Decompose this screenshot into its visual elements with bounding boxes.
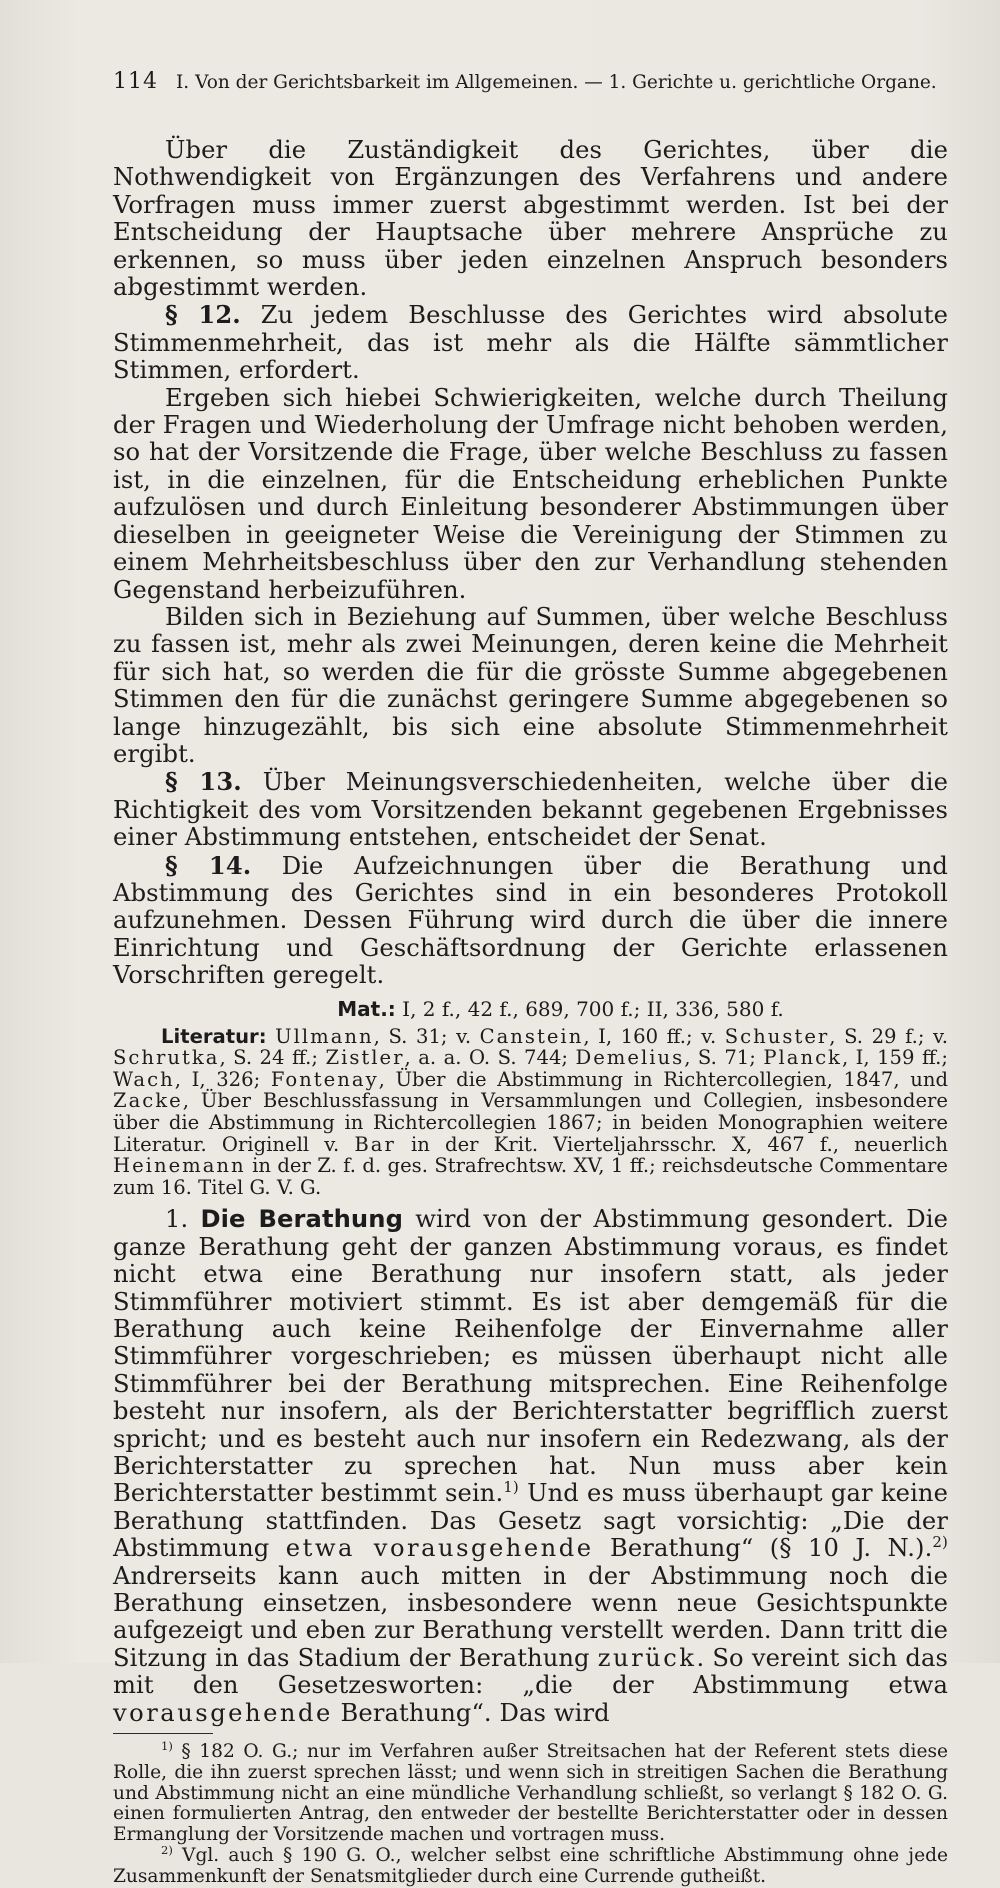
literature-text: in der Z. f. d. ges. Strafrechtsw. XV, 1 ff.; reichsdeutsche Commentare zum 16. Titel G. V. G.	[113, 1154, 948, 1199]
author-name: Zistler	[325, 1046, 405, 1070]
author-name: Schuster	[724, 1024, 830, 1048]
literature-text: , Über Beschlussfassung in Versammlungen und Collegien, insbesondere über die Abstimmung in Richtercollegien 1867; in beiden Monographien weitere Literatur. Originell v.	[113, 1089, 948, 1156]
materials-label: Mat.:	[337, 996, 396, 1021]
materials-text: I, 2 f., 42 f., 689, 700 f.; II, 336, 580 f.	[395, 996, 784, 1021]
author-name: Wach	[113, 1067, 175, 1091]
section-13-mark: § 13.	[165, 767, 242, 797]
paragraph-sums: Bilden sich in Beziehung auf Summen, über welche Beschluss zu fassen ist, mehr als zwei Meinungen, deren keine die Mehrheit für sich hat, so werden die für die grösste Summe abgegebenen Stimmen den für die zunächst geringere Summe abgegebenen so lange hinzugezählt, bis sich eine absolute Stimmenmehrheit ergibt.	[113, 602, 948, 768]
statute-text	[113, 137, 948, 990]
section-12	[113, 301, 948, 384]
section-14-text: Die Aufzeichnungen über die Berathung und Abstimmung des Gerichtes sind in ein besonderes Protokoll aufzunehmen. Dessen Führung wird durch die über die innere Einrichtung und Geschäftsordnung der Gerichte erlassenen Vorschriften geregelt.	[113, 851, 949, 990]
author-name: Ullmann	[275, 1024, 374, 1048]
literature-text: , I, 326;	[174, 1067, 271, 1091]
note-text: Und es muss überhaupt gar keine Berathung stattfinden. Das Gesetz sagt vorsichtig: „Die der Abstimmung	[113, 1479, 948, 1563]
note-text: Andrerseits kann auch mitten in der Abstimmung noch die Berathung einsetzen, insbesondere wenn neue Gesichtspunkte aufgezeigt und eben zur Berathung verstellt werden. Dann tritt die Sitzung in das Stadium der Berathung	[113, 1561, 948, 1672]
footnote-2	[113, 1842, 948, 1888]
note-emphasis: vorausgehende	[113, 1698, 333, 1727]
footnote-divider	[113, 1733, 213, 1734]
footnote-1	[113, 1738, 948, 1846]
section-13-text: Über Meinungsverschiedenheiten, welche über die Richtigkeit des vom Vorsitzenden bekannt gegebenen Ergebnisses einer Abstimmung entstehen, entscheidet der Senat.	[113, 768, 948, 852]
materials-reference	[113, 996, 948, 1022]
note-text: Berathung“ (§ 10 J. N.).	[593, 1534, 933, 1563]
author-name: Zacke	[113, 1089, 183, 1113]
page-number: 114	[113, 69, 158, 94]
literature-label: Literatur:	[161, 1024, 267, 1048]
paragraph-difficulties: Ergeben sich hiebei Schwierigkeiten, welche durch Theilung der Fragen und Wiederholung der Umfrage nicht behoben werden, so hat der Vorsitzende die Frage, über welche Beschluss zu fassen ist, in die einzelnen, für die Entscheidung erheblichen Punkte aufzulösen und durch Einleitung besonderer Abstimmungen über dieselben in geeigneter Weise die Vereinigung der Stimmen zu einem Mehrheitsbeschluss über den zur Verhandlung stehenden Gegenstand herbeizuführen.	[113, 383, 948, 604]
footnote-2-mark: 2)	[161, 1842, 173, 1857]
literature-text: , S. 71;	[684, 1046, 764, 1070]
paragraph-jurisdiction-vote: Über die Zuständigkeit des Gerichtes, über die Nothwendigkeit von Ergänzungen des Verfahrens und andere Vorfragen muss immer zuerst abgestimmt werden. Ist bei der Entscheidung der Hauptsache über mehrere Ansprüche zu erkennen, so muss über jeden einzelnen Anspruch besonders abgestimmt werden.	[113, 136, 948, 302]
literature-block	[113, 1026, 948, 1199]
author-name: Demelius	[575, 1046, 685, 1070]
footnote-ref-1[interactable]: 1)	[503, 1478, 519, 1497]
author-name: Bar	[354, 1132, 396, 1156]
note-heading: Die Berathung	[200, 1205, 403, 1234]
author-name: Canstein	[479, 1024, 584, 1048]
note-emphasis: zurück	[597, 1643, 697, 1672]
running-title: I. Von der Gerichtsbarkeit im Allgemeinen. — 1. Gerichte u. gerichtliche Organe.	[176, 72, 937, 93]
literature-text: in der Krit. Vierteljahrsschr. X, 467 f., neuerlich	[395, 1132, 948, 1156]
commentary-note-1	[113, 1206, 948, 1727]
section-12-text: Zu jedem Beschlusse des Gerichtes wird absolute Stimmenmehrheit, das ist mehr als die Hälfte sämmtlicher Stimmen, erfordert.	[113, 301, 948, 385]
literature-text: , S. 31; v.	[373, 1024, 480, 1048]
literature-text: , a. a. O. S. 744;	[404, 1046, 576, 1070]
literature-text: , Über die Abstimmung in Richtercollegien, 1847, und	[378, 1067, 948, 1091]
footnote-1-text: § 182 O. G.; nur im Verfahren außer Streitsachen hat der Referent stets diese Rolle, die ihn zuerst sprechen lässt; und wenn sich in streitigen Sachen die Berathung und Abstimmung nicht an eine mündliche Verhandlung schließt, so verlangt § 182 O. G. einen formulierten Antrag, den entweder der bestellte Berichterstatter oder in dessen Ermanglung der Vorsitzende machen und vortragen muss.	[113, 1741, 948, 1846]
note-text: wird von der Abstimmung gesondert. Die ganze Berathung geht der ganzen Abstimmung voraus, es findet nicht etwa eine Berathung nur insofern statt, als jeder Stimmführer motiviert stimmt. Es ist aber demgemäß für die Berathung auch keine Reihenfolge der Einvernahme aller Stimmführer vorgeschrieben; es müssen überhaupt nicht alle Stimmführer bei der Berathung mitsprechen. Eine Reihenfolge besteht nur insofern, als der Berichterstatter begrifflich zuerst spricht; und es besteht auch nur insofern ein Redezwang, als der Berichterstatter zu sprechen hat. Nun muss aber kein Berichterstatter bestimmt sein.	[113, 1205, 948, 1508]
author-name: Schrutka	[113, 1046, 220, 1070]
footnotes	[113, 1738, 948, 1888]
literature-text: , S. 24 ff.;	[219, 1046, 326, 1070]
section-14	[113, 852, 948, 990]
literature-text: , I, 160 ff.; v.	[583, 1024, 725, 1048]
footnote-2-text: Vgl. auch § 190 G. O., welcher selbst eine schriftliche Abstimmung ohne jede Zusammenkunft der Senatsmitglieder durch eine Currende gutheißt.	[113, 1845, 948, 1887]
running-header	[113, 70, 948, 95]
note-emphasis: etwa vorausgehende	[285, 1534, 594, 1563]
author-name: Fontenay	[270, 1067, 379, 1091]
section-12-mark: § 12.	[165, 300, 241, 330]
author-name: Planck	[763, 1046, 842, 1070]
literature-text: , S. 29 f.; v.	[829, 1024, 948, 1048]
author-name: Heinemann	[113, 1154, 246, 1178]
footnote-ref-2[interactable]: 2)	[932, 1533, 948, 1552]
note-text: . So vereint sich das mit den Gesetzesworten: „die der Abstimmung etwa	[113, 1643, 948, 1700]
section-14-mark: § 14.	[165, 850, 252, 880]
literature-text: , I, 159 ff.;	[841, 1046, 948, 1070]
commentary-text	[113, 1206, 948, 1727]
note-text: Berathung“. Das wird	[332, 1698, 610, 1727]
footnote-1-mark: 1)	[161, 1738, 173, 1753]
note-number: 1.	[165, 1205, 201, 1234]
section-13	[113, 768, 948, 851]
